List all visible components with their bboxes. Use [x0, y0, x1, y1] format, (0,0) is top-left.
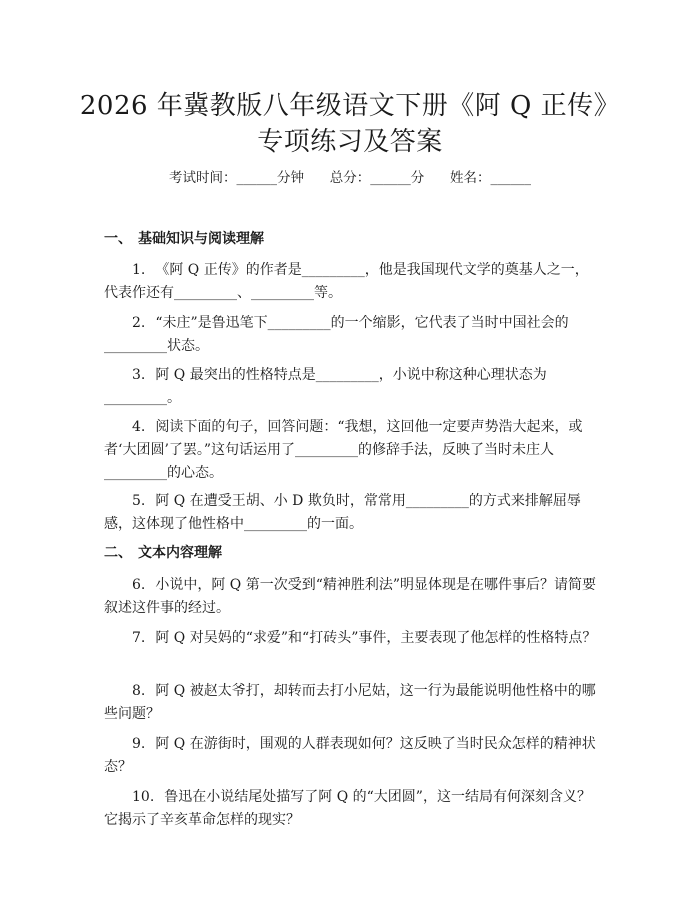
question-text: 阅读下面的句子，回答问题：“我想，这回他一定要声势浩大起来，或者‘大团圆’了罢。”这句话运用了_________的修辞手法，反映了当时未庄人_________的心态。 — [104, 419, 583, 481]
question-text: 阿 Q 对吴妈的“求爱”和“打砖头”事件，主要表现了他怎样的性格特点？ — [155, 630, 597, 646]
section-number: 一、 — [104, 231, 132, 247]
question-number: 10. — [132, 789, 155, 805]
question-4 — [104, 416, 600, 485]
question-8 — [104, 680, 600, 726]
question-text: 阿 Q 被赵太爷打，却转而去打小尼姑，这一行为最能说明他性格中的哪些问题？ — [104, 683, 596, 722]
question-number: 7. — [132, 630, 146, 646]
question-10 — [104, 786, 600, 832]
question-number: 1. — [132, 262, 146, 278]
question-5 — [104, 490, 600, 536]
question-text: “未庄”是鲁迅笔下_________的一个缩影，它代表了当时中国社会的_________状态。 — [104, 315, 569, 354]
section-title: 基础知识与阅读理解 — [138, 231, 264, 247]
question-text: 阿 Q 在游街时，围观的人群表现如何？这反映了当时民众怎样的精神状态？ — [104, 736, 596, 775]
question-number: 3. — [132, 367, 146, 383]
question-number: 6. — [132, 577, 146, 593]
question-text: 小说中，阿 Q 第一次受到“精神胜利法”明显体现是在哪件事后？请简要叙述这件事的经过。 — [104, 577, 597, 616]
section-heading-1 — [104, 229, 264, 249]
question-text: 鲁迅在小说结尾处描写了阿 Q 的“大团圆”，这一结局有何深刻含义？它揭示了辛亥革命怎样的现实？ — [104, 789, 591, 828]
question-text: 阿 Q 在遭受王胡、小 D 欺负时，常常用_________的方式来排解屈辱感，这体现了他性格中_________的一面。 — [104, 493, 581, 532]
question-number: 8. — [132, 683, 146, 699]
question-text: 《阿 Q 正传》的作者是_________，他是我国现代文学的奠基人之一，代表作还有_________、_________等。 — [104, 262, 589, 301]
question-9 — [104, 733, 600, 779]
section-title: 文本内容理解 — [138, 545, 222, 561]
section-heading-2 — [104, 543, 222, 563]
question-2 — [104, 312, 600, 358]
document-title-line-1: 2026 年冀教版八年级语文下册《阿 Q 正传》 — [79, 91, 621, 121]
exam-info: 考试时间：______分钟 总分：______分 姓名：______ — [169, 170, 531, 186]
question-6 — [104, 574, 600, 620]
question-7 — [104, 627, 600, 650]
question-number: 5. — [132, 493, 146, 509]
question-text: 阿 Q 最突出的性格特点是_________，小说中称这种心理状态为_________。 — [104, 367, 547, 406]
question-3 — [104, 364, 600, 410]
question-number: 9. — [132, 736, 146, 752]
section-number: 二、 — [104, 545, 132, 561]
question-number: 4. — [132, 419, 146, 435]
question-1 — [104, 259, 600, 305]
document-title-line-2: 专项练习及答案 — [257, 127, 443, 157]
question-number: 2. — [132, 315, 146, 331]
